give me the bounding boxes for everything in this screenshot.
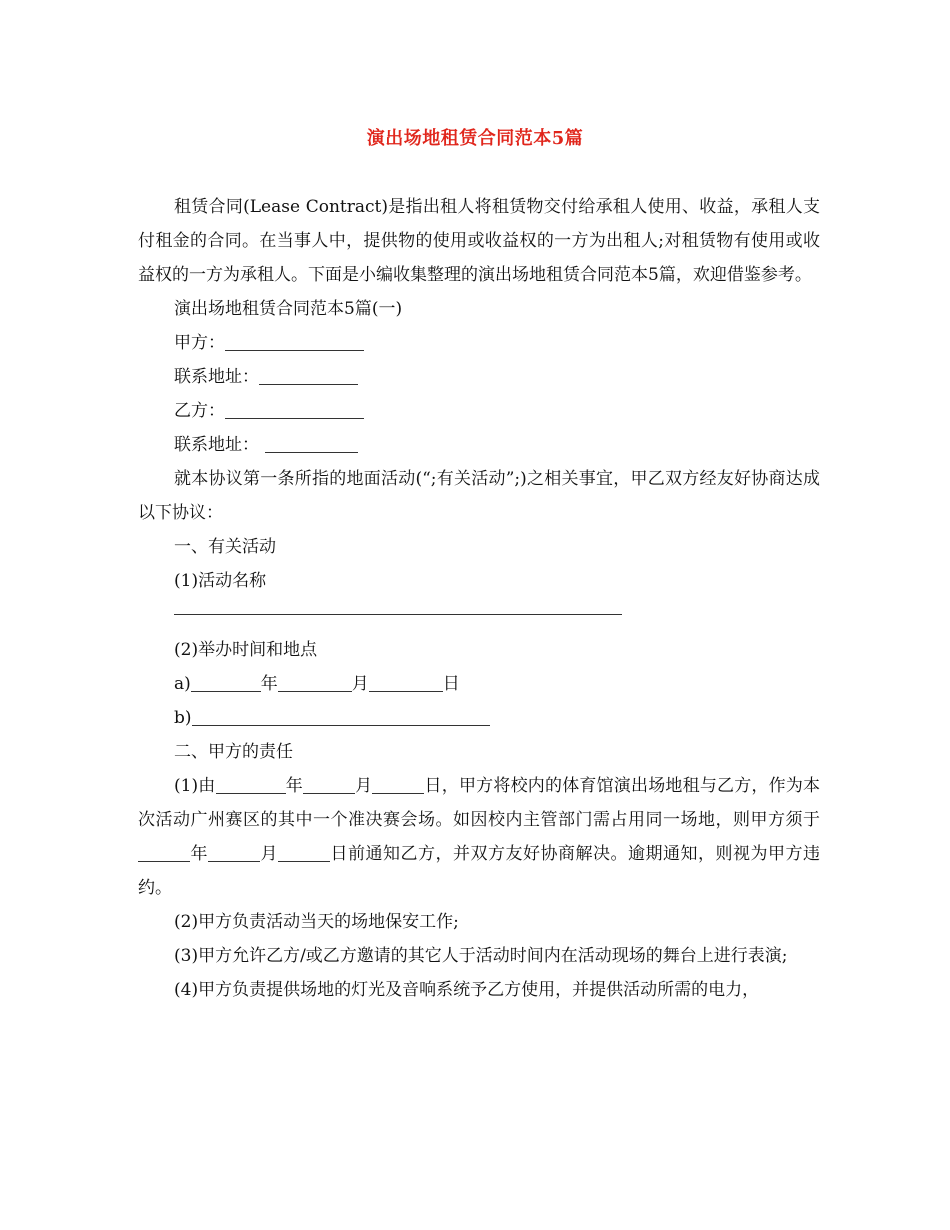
agreement-paragraph: 就本协议第一条所指的地面活动(“;有关活动”;)之相关事宜，甲乙双方经友好协商达成以下协议：	[138, 469, 820, 523]
place-blank	[192, 708, 490, 726]
duty-1-month-label: 月	[354, 776, 373, 796]
item-time-place: (2)举办时间和地点	[174, 640, 318, 660]
day-label: 日	[442, 674, 460, 694]
duty-1-day-blank	[372, 776, 424, 794]
duty-1-month-blank	[303, 776, 355, 794]
date-line-a	[138, 667, 820, 701]
duty-1-start: (1)由	[174, 776, 216, 796]
contact-a-blank	[259, 367, 358, 385]
activity-name-blank	[174, 598, 622, 615]
notice-day-blank	[278, 844, 330, 862]
notice-day-label: 日	[330, 844, 348, 864]
year-blank	[191, 674, 261, 692]
document-body	[138, 190, 820, 1007]
heading-activity: 一、有关活动	[174, 537, 276, 557]
duty-2-paragraph: (2)甲方负责活动当天的场地保安工作;	[174, 912, 459, 932]
notice-year-label: 年	[190, 844, 208, 864]
item-activity-name: (1)活动名称	[174, 571, 267, 591]
duty-1-paragraph	[138, 769, 820, 905]
notice-month-blank	[208, 844, 260, 862]
heading-party-a-duty: 二、甲方的责任	[174, 742, 293, 762]
duty-1-day-label: 日	[424, 776, 442, 796]
contact-a-label: 联系地址：	[174, 367, 259, 387]
notice-year-blank	[138, 844, 190, 862]
b-prefix: b)	[174, 708, 192, 728]
notice-month-label: 月	[260, 844, 278, 864]
month-label: 月	[351, 674, 369, 694]
party-a-line	[138, 326, 820, 360]
duty-1-year-blank	[216, 776, 286, 794]
duty-4-paragraph: (4)甲方负责提供场地的灯光及音响系统予乙方使用，并提供活动所需的电力，	[174, 980, 760, 1000]
duty-1-end: 前通知乙方，并双方友好协商解决。逾期通知，则视为甲方违约。	[138, 844, 820, 898]
contact-b-blank	[265, 435, 358, 453]
month-blank	[278, 674, 352, 692]
document-title: 演出场地租赁合同范本5篇	[366, 128, 584, 149]
duty-3-paragraph: (3)甲方允许乙方/或乙方邀请的其它人于活动时间内在活动现场的舞台上进行表演;	[174, 946, 788, 966]
year-label: 年	[260, 674, 278, 694]
section-heading: 演出场地租赁合同范本5篇(一)	[174, 299, 403, 319]
party-b-line	[138, 394, 820, 428]
intro-paragraph: 租赁合同(Lease Contract)是指出租人将租赁物交付给承租人使用、收益，承租人支付租金的合同。在当事人中，提供物的使用或收益权的一方为出租人;对租赁物有使用或收益权的一方为承租人。下面是小编收集整理的演出场地租赁合同范本5篇，欢迎借鉴参考。	[138, 197, 820, 285]
day-blank	[369, 674, 443, 692]
party-a-label: 甲方：	[174, 333, 225, 353]
contact-a-line	[138, 360, 820, 394]
duty-1-year-label: 年	[285, 776, 303, 796]
party-b-blank	[225, 401, 364, 419]
place-line-b	[138, 701, 820, 735]
duty-1-middle: ，甲方将校内的体育馆演出场地租与乙方，作为本次活动广州赛区的其中一个准决赛会场。如因校内主管部门需占用同一场地，则甲方须于	[138, 776, 821, 830]
contact-b-label: 联系地址：	[174, 435, 259, 455]
a-prefix: a)	[174, 674, 191, 694]
party-b-label: 乙方：	[174, 401, 225, 421]
contact-b-line	[138, 428, 820, 462]
party-a-blank	[225, 333, 364, 351]
